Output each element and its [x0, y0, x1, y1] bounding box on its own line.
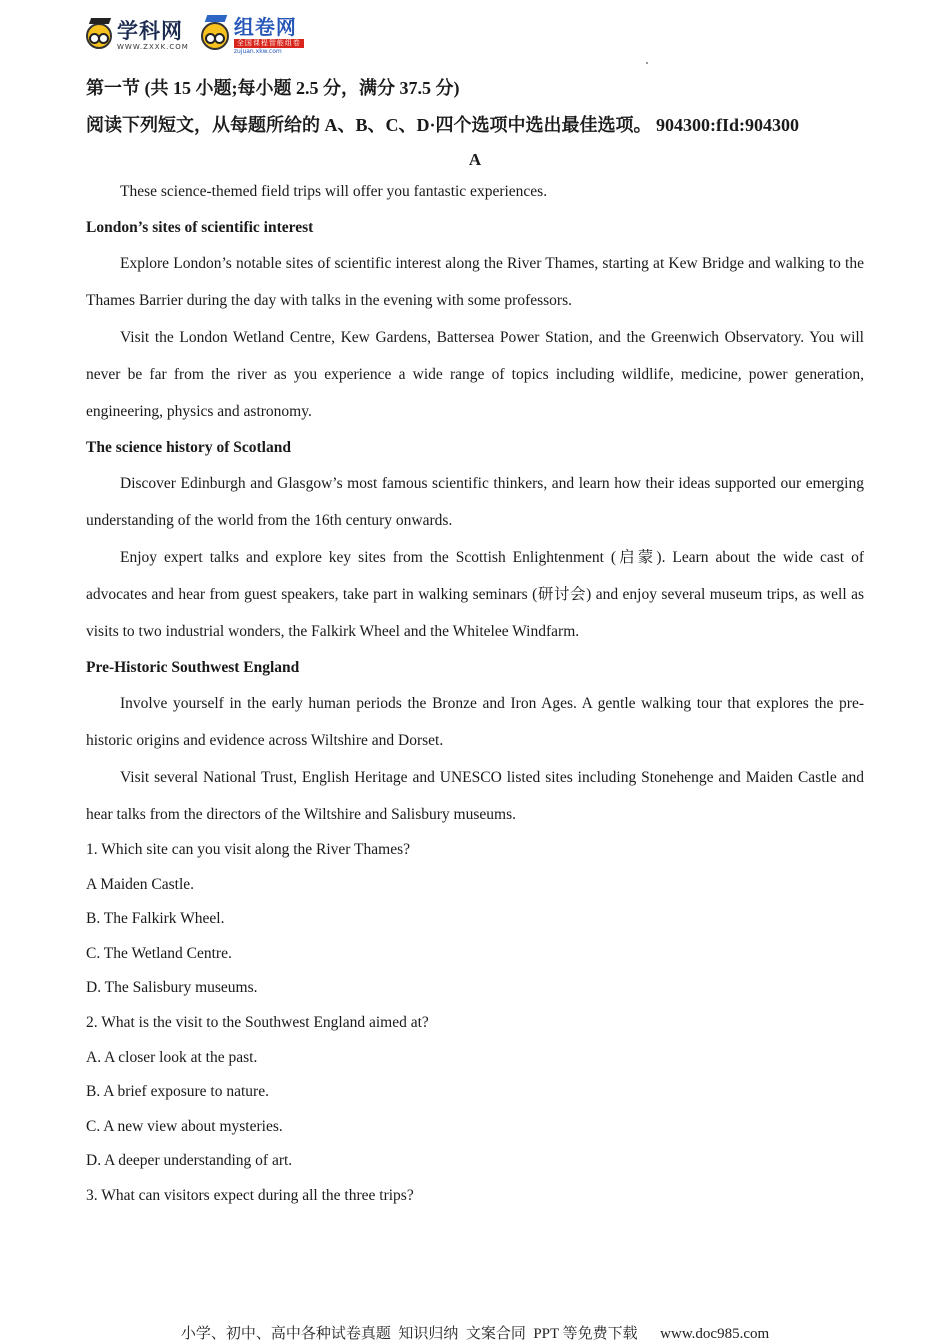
question-stem: 2. What is the visit to the Southwest England aimed at?	[86, 1013, 429, 1031]
logo2-url: zujuan.xkw.com	[233, 48, 282, 55]
paragraph: Explore London’s notable sites of scientific interest along the River Thames, starting at Kew Bridge and walking to the Thames Barrier during the day with talks in the evening with some professors.	[86, 255, 864, 309]
section-title-england: Pre-Historic Southwest England	[86, 659, 300, 676]
document-body	[86, 76, 864, 1214]
option[interactable]: C. The Wetland Centre.	[86, 944, 232, 962]
passage-label: A	[468, 150, 482, 169]
intro-paragraph: These science-themed field trips will offer you fantastic experiences.	[120, 183, 548, 200]
option[interactable]: D. The Salisbury museums.	[86, 979, 258, 997]
logo1-url: WWW.ZXXK.COM	[117, 43, 189, 51]
logo2-banner: 全国课程智能组卷	[234, 39, 304, 48]
paragraph: Discover Edinburgh and Glasgow’s most famous scientific thinkers, and learn how their ideas supported our emerging understanding of the world from the 16th century onwards.	[86, 475, 864, 529]
paragraph: Involve yourself in the early human periods the Bronze and Iron Ages. A gentle walking tour that explores the pre-historic origins and evidence across Wiltshire and Dorset.	[86, 695, 864, 749]
logo1-text: 学科网	[117, 19, 183, 43]
section-title-scotland: The science history of Scotland	[86, 439, 291, 456]
option[interactable]: A Maiden Castle.	[86, 875, 195, 893]
xuekewang-logo[interactable]	[86, 21, 189, 51]
logo2-text: 组卷网	[233, 15, 297, 39]
option[interactable]: B. The Falkirk Wheel.	[86, 910, 225, 928]
paragraph: Visit several National Trust, English Heritage and UNESCO listed sites including Stonehenge and Maiden Castle and hear talks from the directors of the Wiltshire and Salisbury museums.	[86, 769, 864, 823]
option[interactable]: B. A brief exposure to nature.	[86, 1083, 269, 1101]
mascot-grad-icon	[201, 22, 229, 50]
instruction-text: 阅读下列短文，从每题所给的 A、B、C、D·四个选项中选出最佳选项。 904300:fId:904300	[86, 115, 800, 135]
question-stem: 3. What can visitors expect during all the three trips?	[86, 1186, 414, 1204]
paragraph: Visit the London Wetland Centre, Kew Gardens, Battersea Power Station, and the Greenwich Observatory. You will never be far from the river as you experience a wide range of topics including wildlife, medicine, power generation, engineering, physics and astronomy.	[86, 329, 864, 420]
page-header	[86, 14, 304, 58]
zujuanwang-logo[interactable]	[201, 17, 304, 55]
option[interactable]: D. A deeper understanding of art.	[86, 1152, 293, 1170]
stray-dot	[646, 62, 648, 64]
option[interactable]: C. A new view about mysteries.	[86, 1117, 283, 1135]
option[interactable]: A. A closer look at the past.	[86, 1048, 258, 1066]
mascot-icon	[86, 23, 112, 49]
page-footer: 小学、初中、高中各种试卷真题 知识归纳 文案合同 PPT 等免费下载 www.doc985.com	[180, 1326, 770, 1342]
section-heading: 第一节 (共 15 小题;每小题 2.5 分，满分 37.5 分)	[86, 78, 460, 98]
paragraph: Enjoy expert talks and explore key sites from the Scottish Enlightenment (启蒙). Learn about the wide cast of advocates and hear from guest speakers, take part in walking seminars (研讨会) and enjoy several museum trips, as well as visits to two industrial wonders, the Falkirk Wheel and the Whitelee Windfarm.	[86, 549, 864, 640]
section-title-london: London’s sites of scientific interest	[86, 219, 314, 236]
question-stem: 1. Which site can you visit along the River Thames?	[86, 841, 410, 858]
